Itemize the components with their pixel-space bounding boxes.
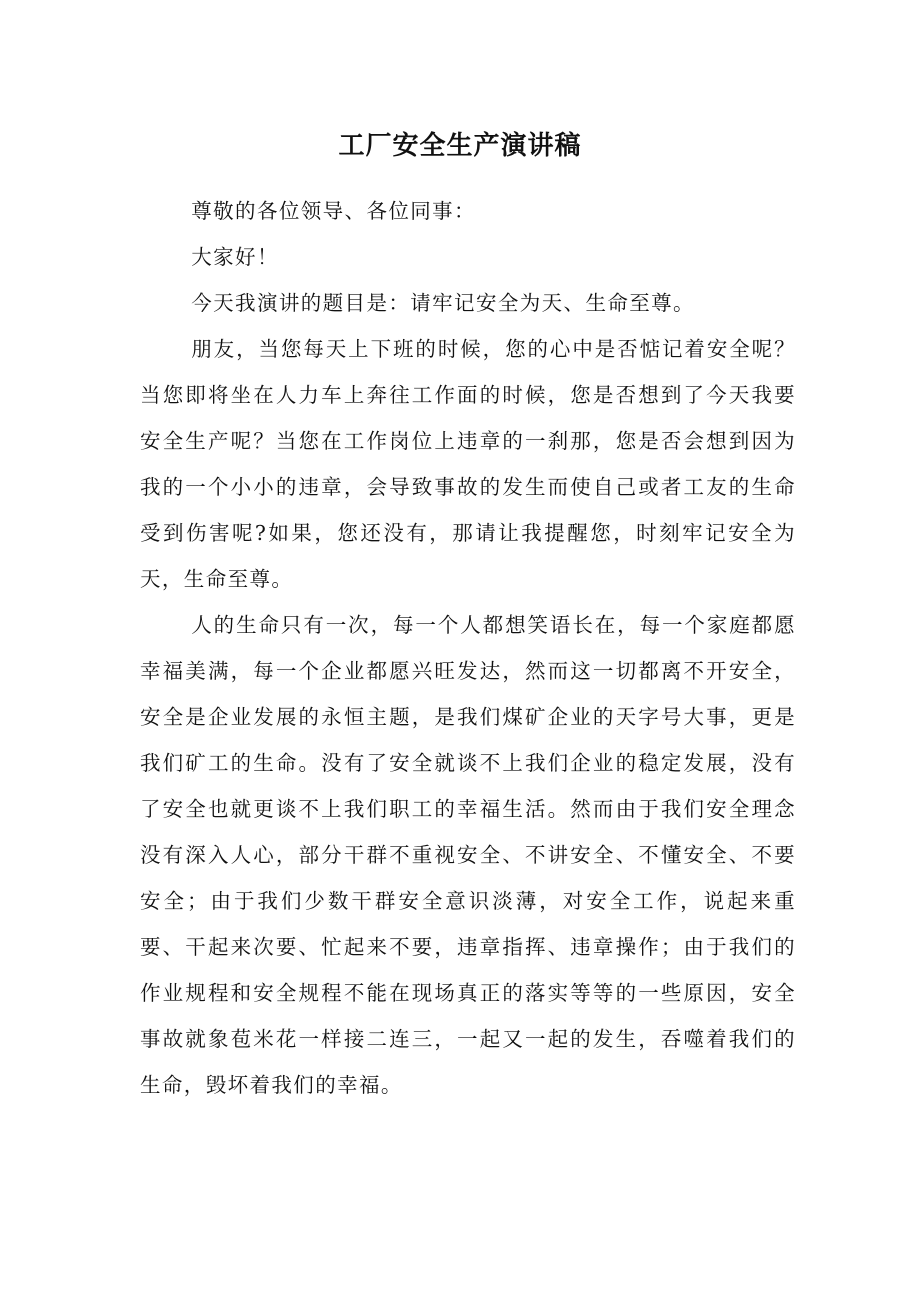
document-body	[140, 188, 796, 1108]
greeting-paragraph: 大家好！	[191, 245, 279, 269]
body-paragraph: 人的生命只有一次，每一个人都想笑语长在，每一个家庭都愿幸福美满，每一个企业都愿兴旺发达，然而这一切都离不开安全，安全是企业发展的永恒主题，是我们煤矿企业的天字号大事，更是我们矿工的生命。没有了安全就谈不上我们企业的稳定发展，没有了安全也就更谈不上我们职工的幸福生活。然而由于我们安全理念没有深入人心，部分干群不重视安全、不讲安全、不懂安全、不要安全；由于我们少数干群安全意识淡薄，对安全工作，说起来重要、干起来次要、忙起来不要，违章指挥、违章操作；由于我们的作业规程和安全规程不能在现场真正的落实等等的一些原因，安全事故就象苞米花一样接二连三，一起又一起的发生，吞噬着我们的生命，毁坏着我们的幸福。	[140, 613, 796, 1097]
salutation-paragraph: 尊敬的各位领导、各位同事：	[191, 199, 476, 223]
document-title: 工厂安全生产演讲稿	[338, 131, 582, 161]
body-paragraph: 朋友，当您每天上下班的时候，您的心中是否惦记着安全呢？当您即将坐在人力车上奔往工作面的时候，您是否想到了今天我要安全生产呢？当您在工作岗位上违章的一刹那，您是否会想到因为我的一个小小的违章，会导致事故的发生而使自己或者工友的生命受到伤害呢?如果，您还没有，那请让我提醒您，时刻牢记安全为天，生命至尊。	[140, 337, 796, 591]
topic-paragraph: 今天我演讲的题目是：请牢记安全为天、生命至尊。	[191, 291, 695, 315]
